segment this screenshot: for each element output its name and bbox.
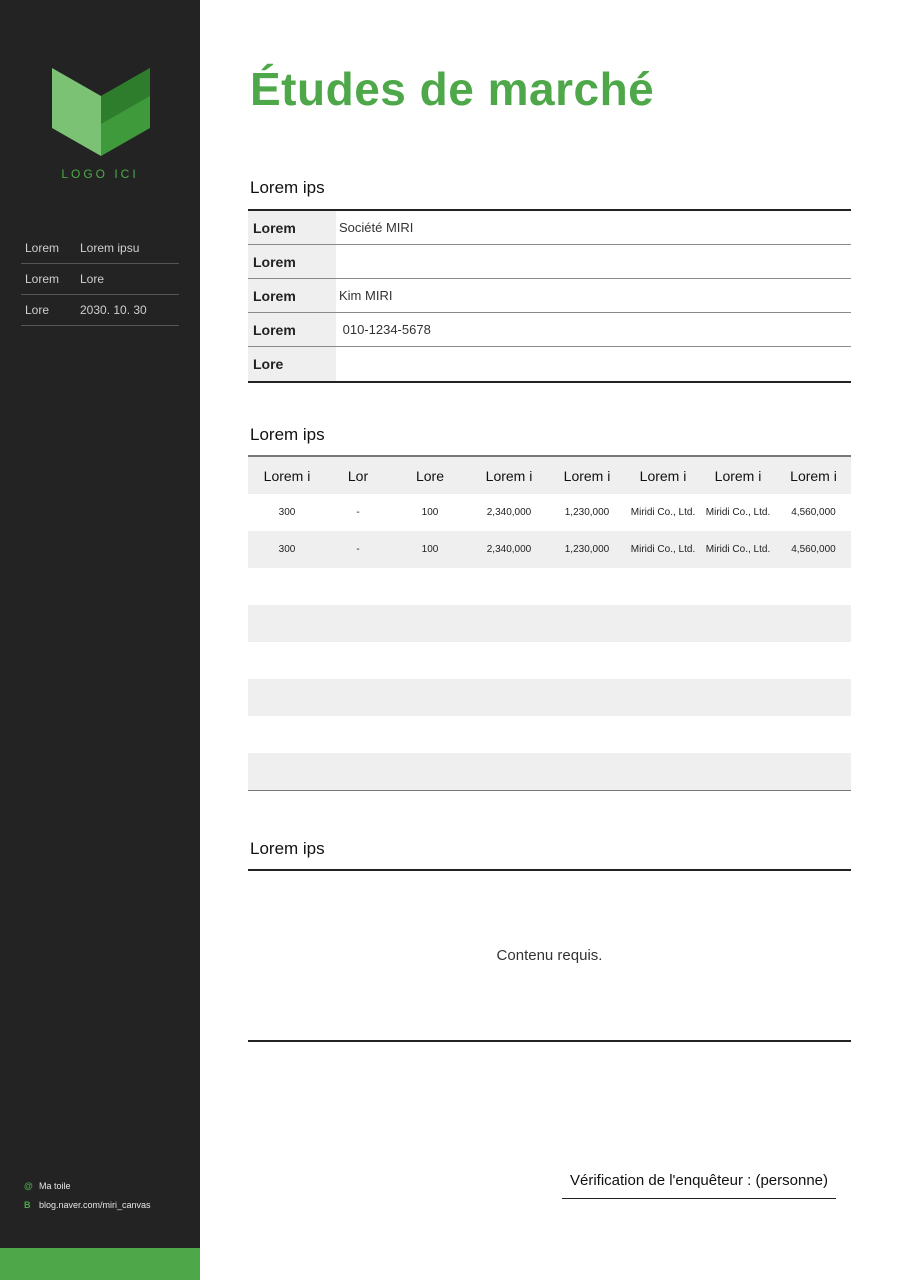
table-cell: - bbox=[356, 544, 360, 555]
table-cell bbox=[700, 753, 776, 790]
table-row bbox=[248, 679, 851, 716]
info-row bbox=[248, 245, 851, 279]
meta-row bbox=[21, 264, 179, 295]
sidebar bbox=[0, 0, 200, 1280]
footer-accent-bar bbox=[0, 1248, 200, 1280]
table-cell: 300 bbox=[278, 544, 296, 555]
column-header: Lore bbox=[415, 467, 445, 484]
table-cell bbox=[776, 642, 851, 679]
table-header bbox=[248, 457, 851, 494]
table-cell bbox=[326, 753, 390, 790]
table-cell bbox=[390, 642, 470, 679]
contact-row[interactable] bbox=[24, 1195, 151, 1214]
contact-row bbox=[24, 1176, 151, 1195]
table-cell bbox=[548, 716, 626, 753]
table-cell bbox=[248, 642, 326, 679]
table-cell bbox=[548, 679, 626, 716]
table-cell bbox=[548, 642, 626, 679]
table-cell bbox=[248, 679, 326, 716]
info-row bbox=[248, 211, 851, 245]
table-cell bbox=[326, 679, 390, 716]
table-cell: Miridi Co., Ltd. bbox=[630, 507, 696, 518]
table-row bbox=[248, 531, 851, 568]
table-cell bbox=[390, 568, 470, 605]
column-header: Lorem i bbox=[263, 467, 311, 484]
table-cell: 100 bbox=[421, 507, 439, 518]
column-header: Lorem i bbox=[714, 467, 762, 484]
content-box bbox=[248, 869, 851, 1042]
meta-key: Lorem bbox=[25, 241, 60, 255]
table-cell bbox=[326, 716, 390, 753]
info-key: Lorem bbox=[248, 313, 336, 346]
table-cell bbox=[700, 716, 776, 753]
table-cell: 2,340,000 bbox=[486, 544, 532, 555]
table-cell: Miridi Co., Ltd. bbox=[630, 544, 696, 555]
column-header: Lor bbox=[347, 467, 369, 484]
table-cell: - bbox=[356, 507, 360, 518]
table-cell bbox=[470, 605, 548, 642]
table-cell: 1,230,000 bbox=[564, 544, 610, 555]
table-row bbox=[248, 642, 851, 679]
table-cell bbox=[626, 605, 700, 642]
table-cell bbox=[470, 568, 548, 605]
table-cell bbox=[626, 679, 700, 716]
column-header: Lorem i bbox=[563, 467, 611, 484]
info-value bbox=[336, 245, 851, 278]
table-cell: 4,560,000 bbox=[791, 544, 836, 555]
table-bottom-rule bbox=[248, 790, 851, 791]
meta-value: Lore bbox=[80, 272, 105, 286]
table-cell bbox=[776, 716, 851, 753]
contact-text: Ma toile bbox=[39, 1180, 71, 1191]
table-cell: 2,340,000 bbox=[486, 507, 532, 518]
page-title: Études de marché bbox=[250, 63, 655, 115]
table-row bbox=[248, 605, 851, 642]
table-cell bbox=[390, 753, 470, 790]
column-header: Lorem i bbox=[790, 467, 837, 484]
table-cell: 100 bbox=[421, 544, 439, 555]
table-cell bbox=[470, 679, 548, 716]
info-row bbox=[248, 313, 851, 347]
contact-list bbox=[24, 1176, 151, 1214]
table-cell bbox=[626, 716, 700, 753]
blog-icon: B bbox=[24, 1199, 31, 1210]
table-row bbox=[248, 568, 851, 605]
section-title: Lorem ips bbox=[250, 425, 325, 444]
content-placeholder: Contenu requis. bbox=[496, 947, 603, 964]
section-title: Lorem ips bbox=[250, 839, 325, 858]
info-row bbox=[248, 279, 851, 313]
column-header: Lorem i bbox=[485, 467, 533, 484]
table-cell: Miridi Co., Ltd. bbox=[705, 544, 771, 555]
table-cell bbox=[326, 605, 390, 642]
meta-row bbox=[21, 295, 179, 326]
table-cell: 1,230,000 bbox=[564, 507, 610, 518]
table-cell bbox=[700, 605, 776, 642]
table-cell bbox=[390, 716, 470, 753]
logo-icon bbox=[52, 68, 150, 156]
meta-key: Lore bbox=[25, 303, 50, 317]
info-value bbox=[336, 347, 851, 381]
section-title: Lorem ips bbox=[250, 178, 325, 197]
table-cell bbox=[776, 605, 851, 642]
at-icon: @ bbox=[24, 1180, 33, 1191]
table-cell bbox=[548, 753, 626, 790]
info-key: Lorem bbox=[248, 211, 336, 244]
info-table bbox=[248, 209, 851, 383]
table-cell bbox=[248, 753, 326, 790]
info-value: Kim MIRI bbox=[339, 288, 393, 303]
table-body bbox=[248, 494, 851, 790]
table-cell bbox=[390, 605, 470, 642]
meta-value: 2030. 10. 30 bbox=[80, 303, 147, 317]
table-cell bbox=[326, 642, 390, 679]
table-cell bbox=[548, 568, 626, 605]
meta-list bbox=[21, 233, 179, 326]
table-cell bbox=[326, 568, 390, 605]
table-cell bbox=[776, 568, 851, 605]
table-cell bbox=[626, 753, 700, 790]
info-value: 010-1234-5678 bbox=[339, 322, 431, 337]
table-cell bbox=[248, 568, 326, 605]
info-key: Lorem bbox=[248, 245, 336, 278]
logo-text: LOGO ICI bbox=[61, 167, 139, 181]
table-cell bbox=[548, 605, 626, 642]
table-cell bbox=[470, 753, 548, 790]
table-row bbox=[248, 716, 851, 753]
info-key: Lorem bbox=[248, 279, 336, 312]
table-cell bbox=[248, 716, 326, 753]
table-cell bbox=[700, 679, 776, 716]
table-cell bbox=[776, 679, 851, 716]
blog-link[interactable]: blog.naver.com/miri_canvas bbox=[39, 1199, 151, 1210]
table-cell bbox=[470, 716, 548, 753]
table-row bbox=[248, 753, 851, 790]
table-cell bbox=[470, 642, 548, 679]
table-cell bbox=[390, 679, 470, 716]
column-header: Lorem i bbox=[639, 467, 687, 484]
table-cell: 4,560,000 bbox=[791, 507, 836, 518]
table-cell bbox=[626, 642, 700, 679]
table-cell: 300 bbox=[278, 507, 296, 518]
meta-value: Lorem ipsu bbox=[80, 241, 140, 255]
table-cell bbox=[776, 753, 851, 790]
meta-row bbox=[21, 233, 179, 264]
info-key: Lore bbox=[248, 347, 336, 381]
table-cell bbox=[700, 642, 776, 679]
info-row bbox=[248, 347, 851, 381]
data-table bbox=[248, 455, 851, 791]
table-cell: Miridi Co., Ltd. bbox=[705, 507, 771, 518]
table-row bbox=[248, 494, 851, 531]
info-value: Société MIRI bbox=[339, 220, 414, 235]
meta-key: Lorem bbox=[25, 272, 60, 286]
verification-signature-line: Vérification de l'enquêteur : (personne) bbox=[562, 1172, 836, 1199]
table-cell bbox=[248, 605, 326, 642]
table-cell bbox=[700, 568, 776, 605]
table-cell bbox=[626, 568, 700, 605]
